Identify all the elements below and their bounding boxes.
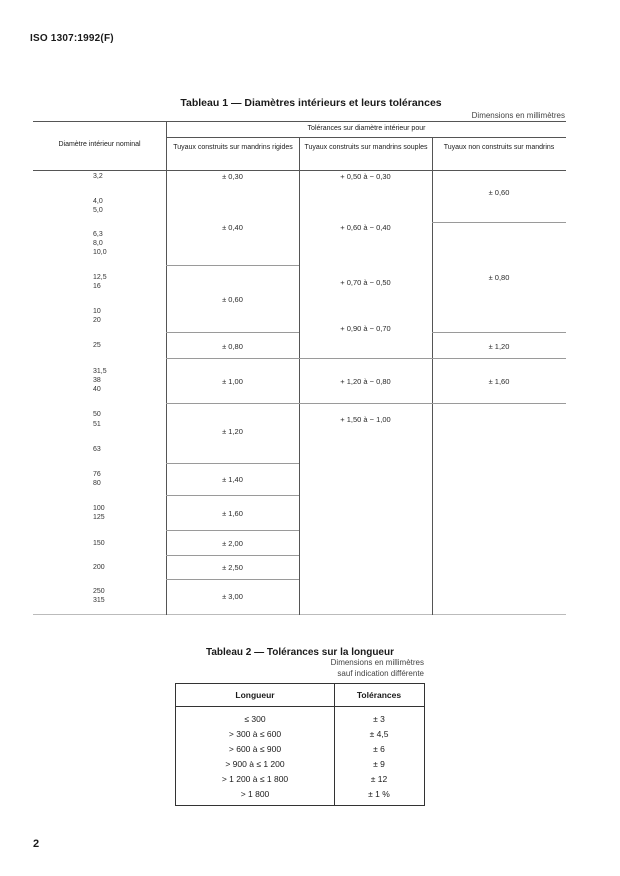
tolerance-cell: ± 12 xyxy=(370,774,388,784)
none-tolerance: ± 1,20 xyxy=(488,342,510,351)
table2-units: Dimensions en millimètres xyxy=(330,658,424,667)
row-separator xyxy=(432,332,566,333)
table1-title: Tableau 1 — Diamètres intérieurs et leurs tolérances xyxy=(180,97,442,109)
length-cell: > 300 à ≤ 600 xyxy=(228,729,282,739)
document-code: ISO 1307:1992(F) xyxy=(30,33,114,44)
table1-units: Dimensions en millimètres xyxy=(471,111,565,120)
row-separator xyxy=(299,403,432,404)
diameter-value: 16 xyxy=(93,283,101,290)
length-cell: > 1 800 xyxy=(240,789,270,799)
table1-group-rule xyxy=(166,137,566,138)
diameter-value: 51 xyxy=(93,421,101,428)
none-tolerance: ± 1,60 xyxy=(488,377,510,386)
diameter-value: 10,0 xyxy=(93,249,107,256)
length-cell: > 900 à ≤ 1 200 xyxy=(225,759,285,769)
diameter-value: 8,0 xyxy=(93,240,103,247)
diameter-value: 25 xyxy=(93,342,101,349)
row-separator xyxy=(166,495,299,496)
row-separator xyxy=(299,358,432,359)
row-separator xyxy=(166,463,299,464)
table2-units-note: sauf indication différente xyxy=(337,669,424,678)
rigid-tolerance: ± 1,00 xyxy=(222,377,243,386)
table1-col-divider-3 xyxy=(432,137,433,615)
rigid-tolerance: ± 0,30 xyxy=(222,172,243,181)
diameter-value: 31,5 xyxy=(93,368,107,375)
none-tolerance: ± 0,80 xyxy=(488,273,510,282)
tolerance-cell: ± 3 xyxy=(373,714,385,724)
row-separator xyxy=(166,530,299,531)
diameter-value: 20 xyxy=(93,317,101,324)
flexible-tolerance: + 0,90 à − 0,70 xyxy=(340,324,391,333)
rigid-tolerance: ± 1,20 xyxy=(222,427,243,436)
diameter-value: 38 xyxy=(93,377,101,384)
diameter-value: 50 xyxy=(93,411,101,418)
diameter-value: 250 xyxy=(93,588,105,595)
row-separator xyxy=(166,555,299,556)
row-separator xyxy=(432,403,566,404)
diameter-value: 3,2 xyxy=(93,173,103,180)
rigid-tolerance: ± 0,40 xyxy=(222,223,243,232)
table2-title: Tableau 2 — Tolérances sur la longueur xyxy=(205,647,394,658)
diameter-value: 76 xyxy=(93,471,101,478)
flexible-tolerance: + 0,70 à − 0,50 xyxy=(340,278,391,287)
diameter-value: 40 xyxy=(93,386,101,393)
table1-header-diameter: Diamètre intérieur nominal xyxy=(58,141,141,148)
table1-col-divider-2 xyxy=(299,137,300,615)
row-separator xyxy=(166,265,299,266)
row-separator xyxy=(432,358,566,359)
length-cell: ≤ 300 xyxy=(244,714,266,724)
diameter-value: 80 xyxy=(93,480,101,487)
rigid-tolerance: ± 3,00 xyxy=(222,592,243,601)
tolerance-cell: ± 6 xyxy=(373,744,385,754)
tolerance-cell: ± 1 % xyxy=(368,789,390,799)
table2-header-tolerance: Tolérances xyxy=(356,690,402,700)
diameter-value: 125 xyxy=(93,514,105,521)
row-separator xyxy=(166,579,299,580)
table1-header-rigid: Tuyaux construits sur mandrins rigides xyxy=(173,144,293,151)
table1-header-group: Tolérances sur diamètre intérieur pour xyxy=(307,125,426,132)
row-separator xyxy=(166,332,299,333)
rigid-tolerance: ± 1,40 xyxy=(222,475,243,484)
flexible-tolerance: + 0,60 à − 0,40 xyxy=(340,223,391,232)
diameter-value: 4,0 xyxy=(93,198,103,205)
diameter-value: 150 xyxy=(93,540,105,547)
table1-header-none: Tuyaux non construits sur mandrins xyxy=(443,144,555,151)
length-cell: > 1 200 à ≤ 1 800 xyxy=(221,774,289,784)
diameter-value: 315 xyxy=(93,597,105,604)
diameter-value: 5,0 xyxy=(93,207,103,214)
none-tolerance: ± 0,60 xyxy=(488,188,510,197)
row-separator xyxy=(166,403,299,404)
diameter-value: 10 xyxy=(93,308,101,315)
diameter-value: 6,3 xyxy=(93,231,103,238)
rigid-tolerance: ± 0,80 xyxy=(222,342,243,351)
rigid-tolerance: ± 2,50 xyxy=(222,563,243,572)
diameter-value: 63 xyxy=(93,446,101,453)
table2-header-length: Longueur xyxy=(235,690,275,700)
flexible-tolerance: + 0,50 à − 0,30 xyxy=(340,172,391,181)
table1-top-rule xyxy=(33,121,566,122)
diameter-value: 200 xyxy=(93,564,105,571)
diameter-value: 12,5 xyxy=(93,274,107,281)
table2 xyxy=(175,683,425,806)
flexible-tolerance: + 1,20 à − 0,80 xyxy=(340,377,391,386)
diameter-value: 100 xyxy=(93,505,105,512)
rigid-tolerance: ± 0,60 xyxy=(222,295,243,304)
length-cell: > 600 à ≤ 900 xyxy=(228,744,282,754)
tolerance-cell: ± 9 xyxy=(373,759,385,769)
row-separator xyxy=(166,358,299,359)
table1-header-flexible: Tuyaux construits sur mandrins souples xyxy=(304,144,428,151)
table2-header-rule xyxy=(176,706,424,707)
rigid-tolerance: ± 1,60 xyxy=(222,509,243,518)
flexible-tolerance: + 1,50 à − 1,00 xyxy=(340,415,391,424)
row-separator xyxy=(432,222,566,223)
table1 xyxy=(33,121,566,615)
rigid-tolerance: ± 2,00 xyxy=(222,539,243,548)
page-number: 2 xyxy=(33,838,40,850)
tolerance-cell: ± 4,5 xyxy=(369,729,389,739)
